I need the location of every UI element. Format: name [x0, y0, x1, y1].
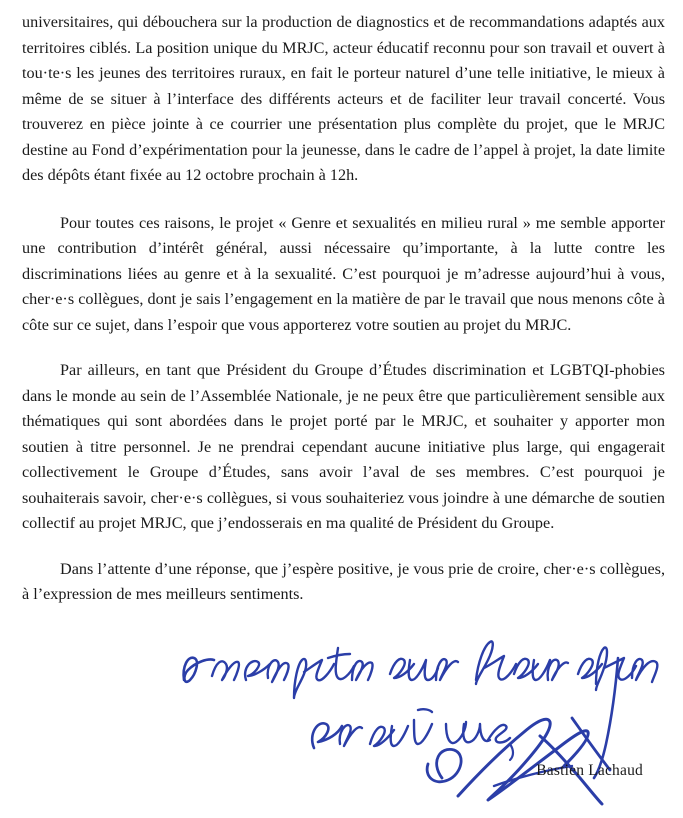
paragraph-1: universitaires, qui débouchera sur la production de diagnostics et de recommandations adaptés aux territoires ciblés. La position unique du MRJC, acteur éducatif reconnu pour son travail et ouvert à tou·te·s les jeunes des territoires ruraux, en fait le porteur naturel d’une telle initiative, le mieux à même de se situer à l’interface des différents acteurs et de faciliter leur travail concerté. Vous trouverez en pièce jointe à ce courrier une présentation plus complète du projet, que le MRJC destine au Fond d’expérimentation pour la jeunesse, dans le cadre de l’appel à projet, la date limite des dépôts étant fixée au 12 octobre prochain à 12h. — [22, 13, 665, 184]
signature-block — [22, 628, 665, 818]
paragraph-3: Par ailleurs, en tant que Président du Groupe d’Études discrimination et LGBTQI-phobies dans le monde au sein de l’Assemblée Nationale, je ne peux être que particulièrement sensible aux thématiques qui sont abordées dans le projet porté par le MRJC, et souhaiter y apporter mon soutien à titre personnel. Je ne prendrai cependant aucune initiative plus large, qui engagerait collectivement le Groupe d’Études, sans avoir l’aval de ses membres. C’est pourquoi je souhaiterais savoir, cher·e·s collègues, si vous souhaiteriez vous joindre à une démarche de soutien collectif au projet MRJC, que j’endosserais en ma qualité de Président du Groupe. — [22, 361, 665, 532]
paragraph-4: Dans l’attente d’une réponse, que j’espère positive, je vous prie de croire, cher·e·s collègues, à l’expression de mes meilleurs sentiments. — [22, 559, 665, 603]
paragraph-2: Pour toutes ces raisons, le projet « Genre et sexualités en milieu rural » me semble apporter une contribution d’intérêt général, aussi nécessaire qu’importante, à la lutte contre les discriminations liées au genre et à la sexualité. C’est pourquoi je m’adresse aujourd’hui à vous, cher·e·s collègues, dont je sais l’engagement en la matière de par le travail que nous menons côte à côte sur ce sujet, dans l’espoir que vous apporterez votre soutien au projet du MRJC. — [22, 213, 665, 334]
signer-name: Bastien Lachaud — [536, 761, 643, 779]
handwritten-signature-icon — [142, 628, 682, 808]
